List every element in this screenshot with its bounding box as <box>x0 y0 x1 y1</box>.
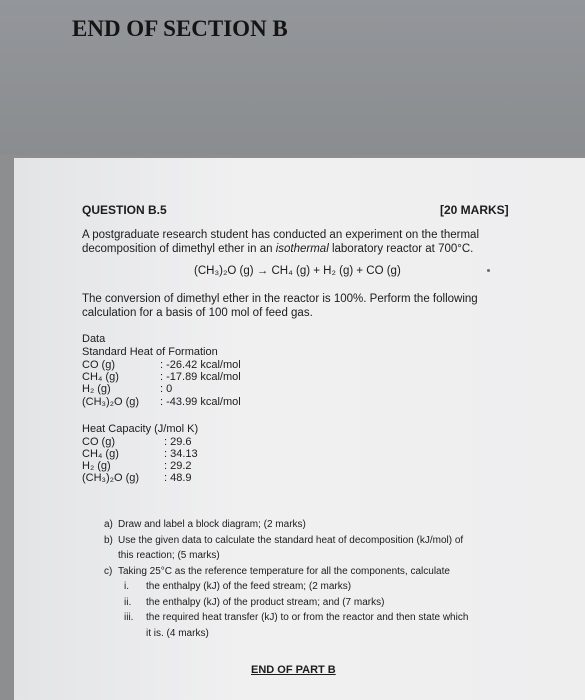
task-c-iii: iii. the required heat transfer (kJ) to or from the reactor and then state which <box>124 612 469 623</box>
hf-value: : 0 <box>160 383 173 395</box>
hf-species: (CH₃)₂O (g) <box>82 396 140 408</box>
task-b-cont: this reaction; (5 marks) <box>118 550 220 561</box>
end-of-part: END OF PART B <box>251 664 336 676</box>
cp-value: : 29.2 <box>164 460 192 472</box>
speck-mark <box>487 269 490 272</box>
cp-species: (CH₃)₂O (g) <box>82 472 140 484</box>
cp-value: : 29.6 <box>164 436 192 448</box>
question-intro <box>82 228 479 256</box>
hf-value: : -43.99 kcal/mol <box>160 396 241 408</box>
hf-species: CO (g) <box>82 359 115 371</box>
task-c-ii: ii. the enthalpy (kJ) of the product stream; and (7 marks) <box>124 596 385 608</box>
cp-species: H₂ (g) <box>82 460 111 472</box>
hf-species: CH₄ (g) <box>82 371 119 383</box>
heat-capacity-heading: Heat Capacity (J/mol K) <box>82 423 199 435</box>
intro-line-2: decomposition of dimethyl ether in an isothermal laboratory reactor at 700°C. <box>82 243 474 255</box>
heat-formation-heading: Standard Heat of Formation <box>82 346 218 358</box>
data-label: Data <box>82 333 106 345</box>
task-c-i: i. the enthalpy (kJ) of the feed stream; (2 marks) <box>124 581 352 592</box>
cp-species: CH₄ (g) <box>82 448 119 460</box>
cp-value: : 34.13 <box>164 448 198 460</box>
question-number: QUESTION B.5 <box>82 203 167 217</box>
task-c-iii-cont: it is. (4 marks) <box>146 627 209 639</box>
task-a: a) Draw and label a block diagram; (2 marks) <box>104 519 306 530</box>
conversion-statement <box>82 292 478 320</box>
task-list <box>104 517 468 641</box>
reaction-equation: (CH₃)₂O (g) → CH₄ (g) + H₂ (g) + CO (g) <box>194 265 401 277</box>
hf-species: H₂ (g) <box>82 383 111 395</box>
hf-value: : -26.42 kcal/mol <box>160 359 241 371</box>
task-b: b) Use the given data to calculate the standard heat of decomposition (kJ/mol) of <box>104 534 464 546</box>
question-page <box>14 158 585 700</box>
question-marks: [20 MARKS] <box>440 203 509 217</box>
task-c: c) Taking 25°C as the reference temperature for all the components, calculate <box>104 565 450 577</box>
hf-value: : -17.89 kcal/mol <box>160 371 241 383</box>
cp-value: : 48.9 <box>164 472 192 484</box>
previous-page <box>0 0 585 155</box>
intro-line-1: A postgraduate research student has conducted an experiment on the thermal <box>82 229 480 241</box>
conversion-line-2: calculation for a basis of 100 mol of feed gas. <box>82 307 313 319</box>
conversion-line-1: The conversion of dimethyl ether in the reactor is 100%. Perform the following <box>82 293 478 305</box>
section-end-title: END OF SECTION B <box>72 16 288 41</box>
cp-species: CO (g) <box>82 436 115 448</box>
